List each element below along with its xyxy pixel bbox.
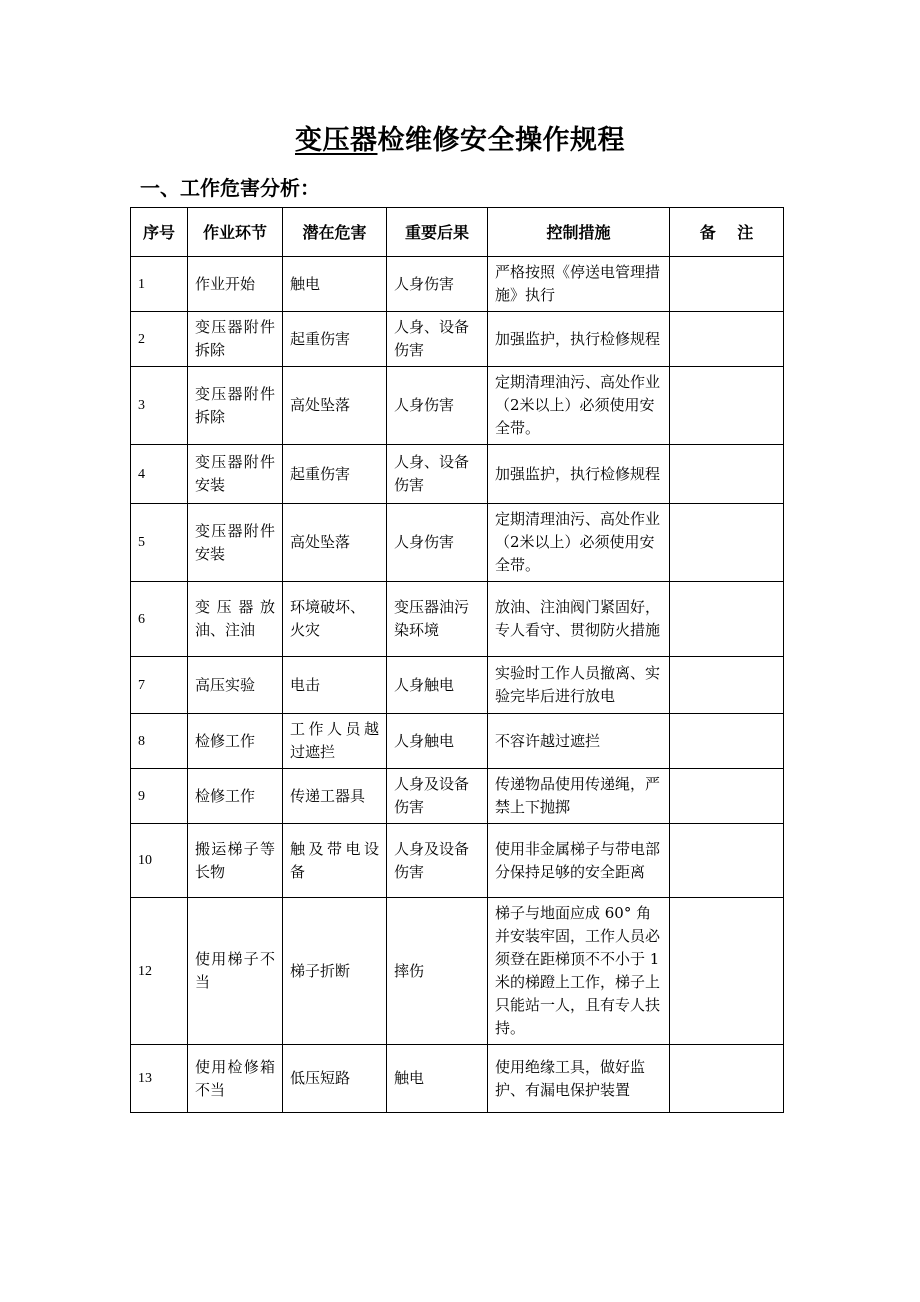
cell-consequence: 人身伤害 — [387, 257, 488, 312]
cell-consequence: 人身、设备伤害 — [387, 445, 488, 504]
table-row — [131, 714, 784, 769]
cell-control: 实验时工作人员撤离、实验完毕后进行放电 — [488, 657, 670, 714]
cell-no: 2 — [131, 312, 188, 367]
cell-hazard: 触及带电设备 — [283, 824, 387, 898]
table-row — [131, 769, 784, 824]
cell-control: 放油、注油阀门紧固好，专人看守、贯彻防火措施 — [488, 582, 670, 657]
cell-no: 1 — [131, 257, 188, 312]
cell-control: 使用绝缘工具，做好监护、有漏电保护装置 — [488, 1045, 670, 1113]
cell-hazard: 触电 — [283, 257, 387, 312]
header-step: 作业环节 — [188, 208, 283, 257]
cell-consequence: 人身及设备伤害 — [387, 769, 488, 824]
cell-note — [670, 582, 784, 657]
cell-no: 9 — [131, 769, 188, 824]
cell-no: 3 — [131, 367, 188, 445]
cell-control: 严格按照《停送电管理措施》执行 — [488, 257, 670, 312]
cell-control: 加强监护，执行检修规程 — [488, 445, 670, 504]
header-control: 控制措施 — [488, 208, 670, 257]
header-consequence: 重要后果 — [387, 208, 488, 257]
cell-consequence: 人身、设备伤害 — [387, 312, 488, 367]
cell-hazard: 梯子折断 — [283, 898, 387, 1045]
cell-note — [670, 257, 784, 312]
cell-consequence: 人身及设备伤害 — [387, 824, 488, 898]
cell-no: 7 — [131, 657, 188, 714]
section-heading: 一、工作危害分析： — [140, 176, 320, 200]
header-no: 序号 — [131, 208, 188, 257]
cell-consequence: 人身触电 — [387, 714, 488, 769]
table-row — [131, 445, 784, 504]
cell-step: 作业开始 — [188, 257, 283, 312]
cell-hazard: 高处坠落 — [283, 504, 387, 582]
table-row — [131, 1045, 784, 1113]
cell-step: 使用检修箱不当 — [188, 1045, 283, 1113]
cell-consequence: 人身伤害 — [387, 504, 488, 582]
cell-step: 变压器附件安装 — [188, 504, 283, 582]
cell-note — [670, 367, 784, 445]
cell-consequence: 触电 — [387, 1045, 488, 1113]
cell-note — [670, 445, 784, 504]
cell-note — [670, 898, 784, 1045]
cell-step: 检修工作 — [188, 714, 283, 769]
cell-hazard: 起重伤害 — [283, 312, 387, 367]
cell-hazard: 环境破坏、火灾 — [283, 582, 387, 657]
cell-note — [670, 657, 784, 714]
cell-control: 梯子与地面应成 60° 角并安装牢固，工作人员必须登在距梯顶不不小于 1 米的梯蹬上工作，梯子上只能站一人，且有专人扶持。 — [488, 898, 670, 1045]
cell-control: 定期清理油污、高处作业（2米以上）必须使用安全带。 — [488, 367, 670, 445]
cell-note — [670, 1045, 784, 1113]
cell-hazard: 工作人员越过遮拦 — [283, 714, 387, 769]
table-row — [131, 504, 784, 582]
cell-consequence: 摔伤 — [387, 898, 488, 1045]
cell-step: 变压器附件安装 — [188, 445, 283, 504]
header-note: 备 注 — [670, 208, 784, 257]
cell-control: 使用非金属梯子与带电部分保持足够的安全距离 — [488, 824, 670, 898]
table-row — [131, 582, 784, 657]
cell-step: 高压实验 — [188, 657, 283, 714]
cell-note — [670, 824, 784, 898]
cell-consequence: 人身伤害 — [387, 367, 488, 445]
cell-step: 使用梯子不当 — [188, 898, 283, 1045]
cell-note — [670, 769, 784, 824]
cell-consequence: 人身触电 — [387, 657, 488, 714]
cell-note — [670, 714, 784, 769]
cell-control: 传递物品使用传递绳，严禁上下抛掷 — [488, 769, 670, 824]
cell-no: 6 — [131, 582, 188, 657]
cell-no: 12 — [131, 898, 188, 1045]
table-row — [131, 312, 784, 367]
title-underlined-part: 变压器 — [295, 125, 378, 156]
cell-no: 4 — [131, 445, 188, 504]
cell-no: 10 — [131, 824, 188, 898]
cell-consequence: 变压器油污染环境 — [387, 582, 488, 657]
table-row — [131, 257, 784, 312]
cell-hazard: 低压短路 — [283, 1045, 387, 1113]
cell-step: 检修工作 — [188, 769, 283, 824]
cell-step: 搬运梯子等长物 — [188, 824, 283, 898]
cell-control: 不容许越过遮拦 — [488, 714, 670, 769]
table-row — [131, 657, 784, 714]
cell-hazard: 电击 — [283, 657, 387, 714]
table-header-row — [131, 208, 784, 257]
table-row — [131, 898, 784, 1045]
cell-step: 变压器放油、注油 — [188, 582, 283, 657]
cell-hazard: 传递工器具 — [283, 769, 387, 824]
table-row — [131, 824, 784, 898]
title-rest: 检维修安全操作规程 — [377, 125, 625, 156]
cell-note — [670, 312, 784, 367]
cell-no: 5 — [131, 504, 188, 582]
cell-no: 13 — [131, 1045, 188, 1113]
cell-step: 变压器附件拆除 — [188, 367, 283, 445]
cell-note — [670, 504, 784, 582]
cell-control: 定期清理油污、高处作业（2米以上）必须使用安全带。 — [488, 504, 670, 582]
cell-control: 加强监护，执行检修规程 — [488, 312, 670, 367]
cell-step: 变压器附件拆除 — [188, 312, 283, 367]
cell-hazard: 起重伤害 — [283, 445, 387, 504]
cell-hazard: 高处坠落 — [283, 367, 387, 445]
cell-no: 8 — [131, 714, 188, 769]
hazard-analysis-table — [130, 207, 784, 1113]
table-row — [131, 367, 784, 445]
header-hazard: 潜在危害 — [283, 208, 387, 257]
document-title — [0, 118, 920, 157]
